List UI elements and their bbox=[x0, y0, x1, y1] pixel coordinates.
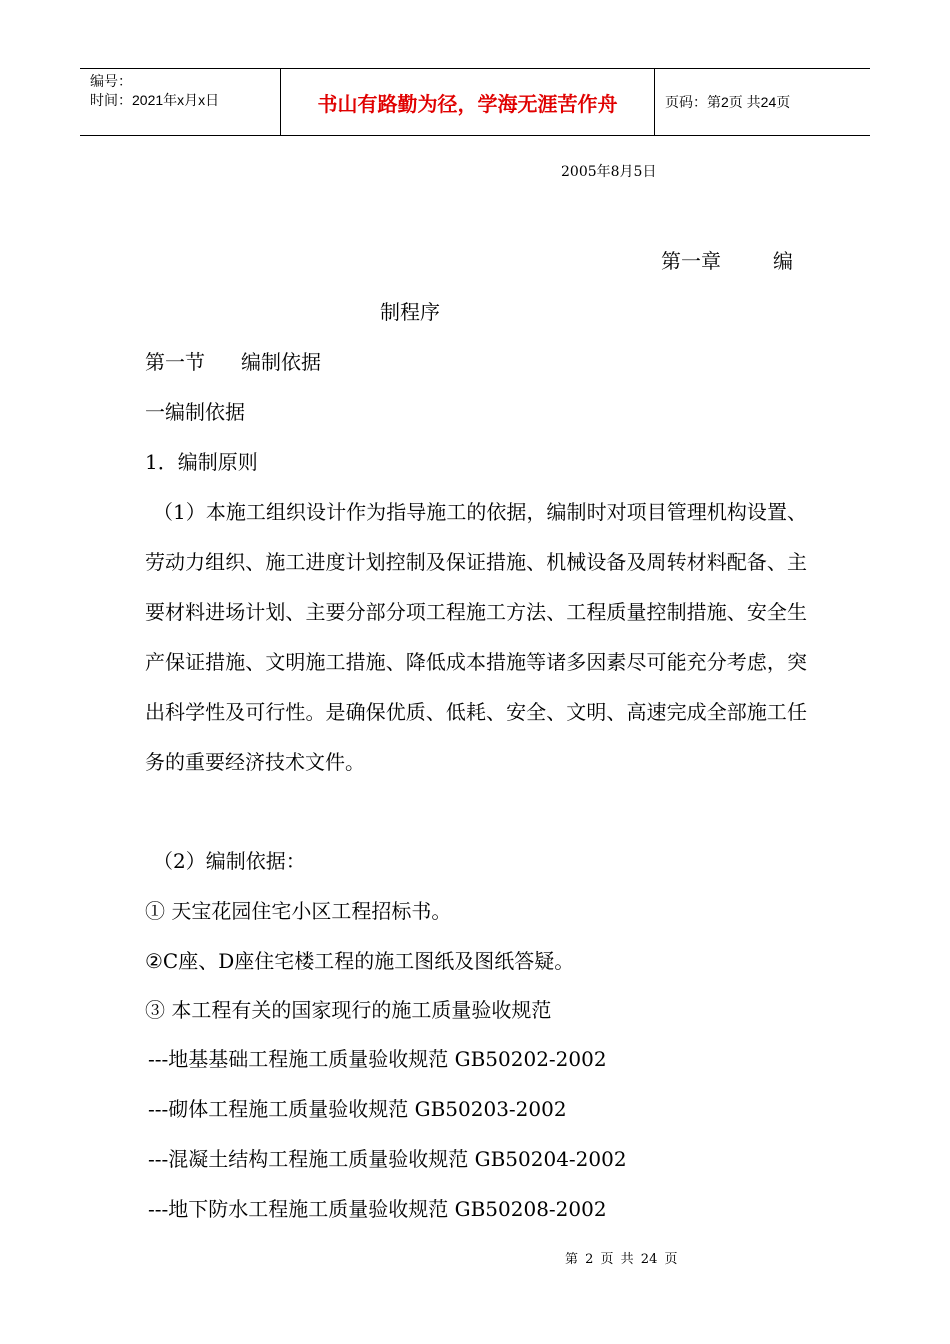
header-number-label: 编号： bbox=[90, 73, 132, 89]
header-left-cell bbox=[80, 69, 281, 135]
section-number: 第一节 bbox=[145, 350, 205, 374]
spec-item-4: ---地下防水工程施工质量验收规范 GB50208-2002 bbox=[148, 1197, 607, 1221]
paragraph-basis-title: （2）编制依据： bbox=[153, 849, 306, 873]
chapter-number: 第一章 bbox=[661, 249, 721, 273]
spec-item-2: ---砌体工程施工质量验收规范 GB50203-2002 bbox=[148, 1097, 567, 1121]
basis-item-3: ③ 本工程有关的国家现行的施工质量验收规范 bbox=[145, 998, 552, 1022]
page-header bbox=[80, 68, 870, 136]
subheading-basis: 一编制依据 bbox=[145, 400, 245, 424]
section-title: 编制依据 bbox=[241, 350, 321, 374]
chapter-title-continued: 制程序 bbox=[380, 300, 440, 324]
spec-item-1: ---地基基础工程施工质量验收规范 GB50202-2002 bbox=[148, 1047, 607, 1071]
chapter-title-start: 编 bbox=[773, 249, 793, 273]
basis-item-1: ① 天宝花园住宅小区工程招标书。 bbox=[145, 899, 452, 923]
paragraph-principles-text: （1）本施工组织设计作为指导施工的依据，编制时对项目管理机构设置、劳动力组织、施工进度计划控制及保证措施、机械设备及周转材料配备、主要材料进场计划、主要分部分项工程施工方法、工程质量控制措施、安全生产保证措施、文明施工措施、降低成本措施等诸多因素尽可能充分考虑，突出科学性及可行性。是确保优质、低耗、安全、文明、高速完成全部施工任务的重要经济技术文件。 bbox=[145, 500, 807, 774]
spec-item-3: ---混凝土结构工程施工质量验收规范 GB50204-2002 bbox=[148, 1147, 627, 1171]
page-footer: 第 2 页 共 24 页 bbox=[565, 1252, 678, 1267]
header-time-label: 时间：2021年x月x日 bbox=[90, 92, 220, 108]
basis-item-2: ②C座、D座住宅楼工程的施工图纸及图纸答疑。 bbox=[145, 949, 575, 973]
item-principles: 1．编制原则 bbox=[145, 450, 258, 474]
paragraph-principles bbox=[145, 487, 807, 787]
section-heading bbox=[145, 346, 321, 375]
header-motto: 书山有路勤为径，学海无涯苦作舟 bbox=[281, 69, 655, 135]
document-date: 2005年8月5日 bbox=[561, 164, 657, 180]
header-page-info: 页码：第2页 共24页 bbox=[665, 94, 791, 110]
chapter-heading bbox=[661, 245, 793, 274]
